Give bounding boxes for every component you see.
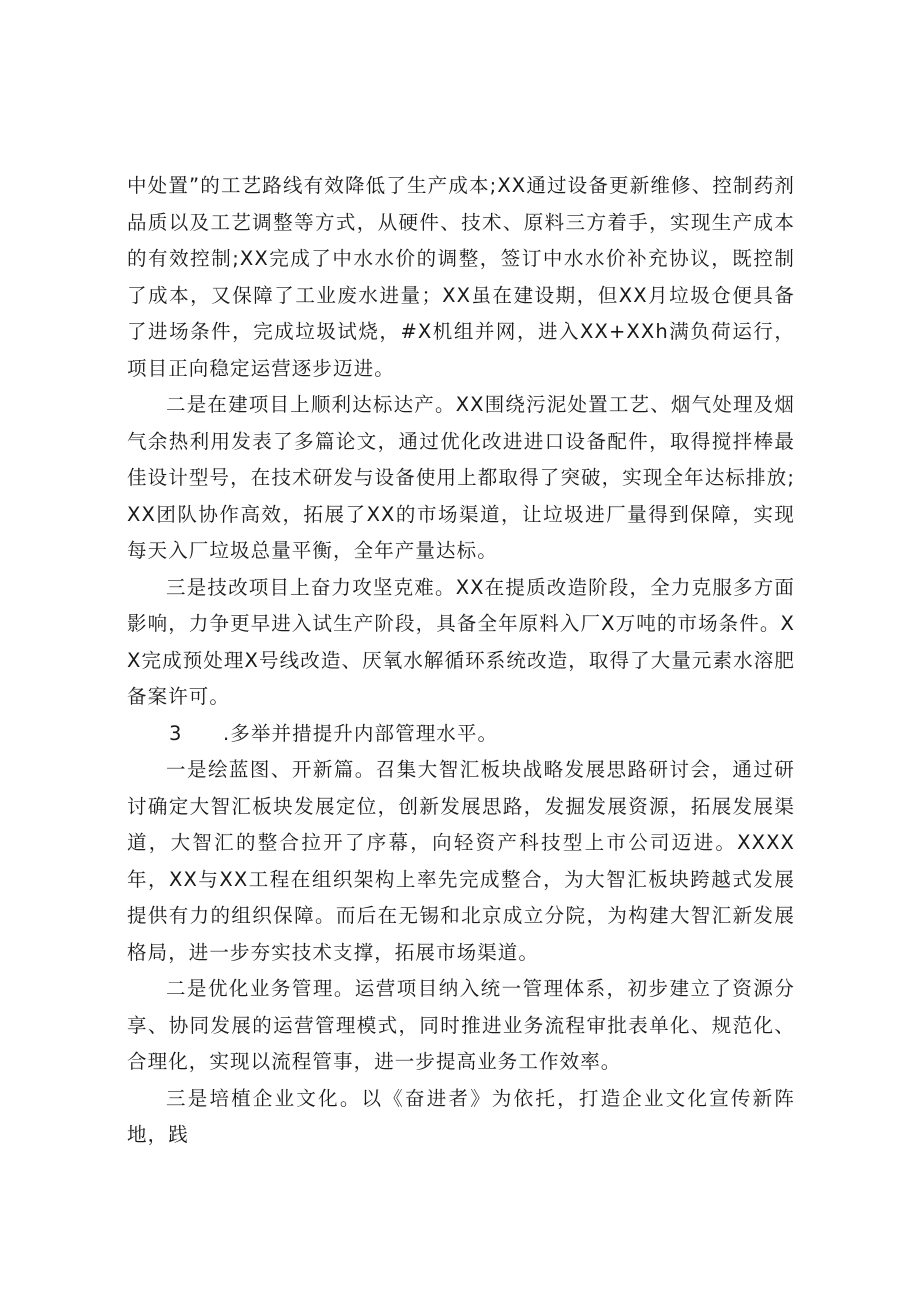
paragraph-renovation-projects: 三是技改项目上奋力攻坚克难。XX在提质改造阶段，全力克服多方面影响，力争更早进入试生产阶段，具备全年原料入厂X万吨的市场条件。XX完成预处理X号线改造、厌氧水解循环系统改造，取得了大量元素水溶肥备案许可。 [127, 575, 795, 708]
section-number: 3 [169, 721, 183, 745]
paragraph-corporate-culture: 三是培植企业文化。以《奋进者》为依托，打造企业文化宣传新阵地，践 [127, 1086, 795, 1146]
document-body [127, 168, 795, 1154]
section-heading [127, 716, 795, 753]
section-title: .多举并措提升内部管理水平。 [223, 721, 499, 745]
paragraph-construction-projects: 二是在建项目上顺利达标达产。XX围绕污泥处置工艺、烟气处理及烟气余热利用发表了多篇论文，通过优化改进进口设备配件，取得搅拌棒最佳设计型号，在技术研发与设备使用上都取得了突破，实现全年达标排放;XX团队协作高效，拓展了XX的市场渠道，让垃圾进厂量得到保障，实现每天入厂垃圾总量平衡，全年产量达标。 [127, 393, 795, 562]
paragraph-business-management: 二是优化业务管理。运营项目纳入统一管理体系，初步建立了资源分享、协同发展的运营管理模式，同时推进业务流程审批表单化、规范化、合理化，实现以流程管事，进一步提高业务工作效率。 [127, 977, 795, 1073]
paragraph-blueprint: 一是绘蓝图、开新篇。召集大智汇板块战略发展思路研讨会，通过研讨确定大智汇板块发展定位，创新发展思路，发掘发展资源，拓展发展渠道，大智汇的整合拉开了序幕，向轻资产科技型上市公司迈进。XXXX年，XX与XX工程在组织架构上率先完成整合，为大智汇板块跨越式发展提供有力的组织保障。而后在无锡和北京成立分院，为构建大智汇新发展格局，进一步夯实技术支撑，拓展市场渠道。 [127, 758, 795, 964]
paragraph-cost-control: 中处置”的工艺路线有效降低了生产成本;XX通过设备更新维修、控制药剂品质以及工艺调整等方式，从硬件、技术、原料三方着手，实现生产成本的有效控制;XX完成了中水水价的调整，签订中水水价补充协议，既控制了成本，又保障了工业废水进量；XX虽在建设期，但XX月垃圾仓便具备了进场条件，完成垃圾试烧，#X机组并网，进入XX+XXh满负荷运行，项目正向稳定运营逐步迈进。 [127, 174, 795, 380]
